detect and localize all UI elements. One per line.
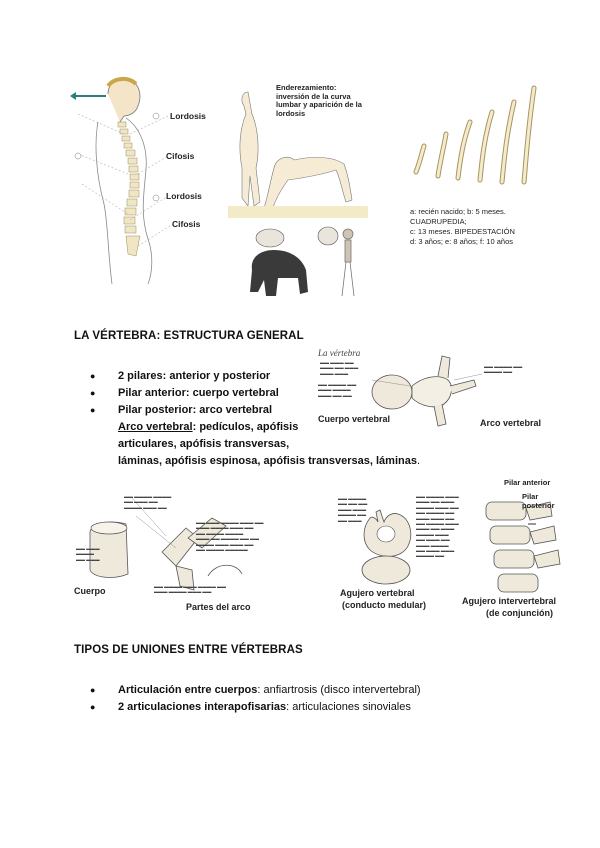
joint-term: Articulación entre cuerpos: [118, 684, 258, 696]
label-conjunction: (de conjunción): [486, 608, 553, 618]
section-title-vertebra-structure: LA VÉRTEBRA: ESTRUCTURA GENERAL: [74, 330, 304, 342]
list-item: ● Pilar posterior: arco vertebral: [90, 402, 320, 419]
label-vertebral-foramen: Agujero vertebral: [340, 588, 415, 598]
development-caption-line2: CUADRUPEDIA;: [410, 217, 467, 226]
joint-desc: : articulaciones sinoviales: [286, 701, 411, 713]
label-arch-parts: Partes del arco: [186, 602, 251, 612]
label-intervertebral-foramen: Agujero intervertebral: [462, 596, 557, 606]
section-title-joint-types: TIPOS DE UNIONES ENTRE VÉRTEBRAS: [74, 644, 303, 656]
figure-title: La vértebra: [318, 348, 361, 358]
figure-note-mid: ▬▬ ▬▬▬▬ ▬▬ ▬▬▬ ▬▬▬▬ ▬▬▬ ▬▬ ▬▬: [318, 382, 357, 398]
label-medullary-canal: (conducto medular): [342, 600, 427, 610]
label-body: Cuerpo: [74, 586, 106, 596]
arc-term: Arco vertebral: [118, 421, 193, 433]
straightening-caption: Enderezamiento: inversión de la curva lumbar y aparición de la lordosis: [276, 83, 362, 118]
figure-note-right: ▬▬ ▬▬▬▬ ▬▬ ▬▬▬▬ ▬▬: [484, 364, 523, 375]
vertebra-parts-figure: [76, 492, 316, 618]
parts-note-bottom: ▬▬ ▬▬▬▬ ▬▬▬ ▬▬▬▬ ▬▬ ▬▬▬ ▬▬▬▬ ▬▬▬ ▬▬: [154, 584, 226, 595]
spine-growth-illustration: [400, 82, 550, 202]
label-cifosis-sacra: Cifosis: [172, 219, 201, 229]
canal-note-mid: ▬▬ ▬▬▬▬ ▬▬▬ ▬▬▬ ▬▬ ▬▬▬ ▬▬▬▬ ▬▬▬ ▬▬ ▬▬ ▬▬▬▬ ▬▬ ▬▬▬ ▬▬▬ ▬▬ ▬▬ ▬▬▬▬ ▬▬▬ ▬▬▬ ▬▬ ▬▬▬ ▬▬▬▬ ▬▬▬ ▬▬ ▬▬▬ ▬▬ ▬▬▬ ▬▬▬▬ ▬▬ ▬▬▬ ▬▬▬ ▬▬▬▬ ▬▬: [416, 494, 459, 559]
list-item: ● Pilar anterior: cuerpo vertebral: [90, 385, 320, 402]
development-caption-line4: d: 3 años; e: 8 años; f: 10 años: [410, 237, 513, 246]
list-item: ● 2 pilares: anterior y posterior: [90, 368, 320, 385]
label-pilar-anterior: Pilar anterior: [504, 478, 551, 487]
arc-text-1: : pedículos, apófisis: [192, 421, 299, 433]
arc-line-3: [118, 453, 538, 470]
spine-curves-figure: [68, 74, 228, 284]
joint-types-list: [90, 682, 550, 716]
vertebra-overview-figure: [314, 346, 544, 436]
joint-desc: : anfiartrosis (disco intervertebral): [257, 684, 421, 696]
spine-development-figure: [400, 82, 550, 262]
figure-note-left: ▬▬ ▬▬▬ ▬▬ ▬▬▬ ▬▬ ▬▬▬ ▬▬▬ ▬▬▬: [320, 360, 359, 376]
list-item: [90, 699, 550, 716]
parts-note-top: ▬▬ ▬▬▬▬ ▬▬▬▬ ▬▬ ▬▬▬ ▬▬ ▬▬▬▬ ▬▬▬ ▬▬: [124, 494, 172, 510]
label-lordosis-cervical: Lordosis: [170, 111, 206, 121]
vertebral-foramen-figure: [336, 478, 572, 622]
joint-term: 2 articulaciones interapofisarias: [118, 701, 287, 713]
vertebra-pillars-list: [90, 368, 320, 419]
label-vertebral-arch: Arco vertebral: [480, 418, 542, 428]
bipedalism-figure: [228, 78, 368, 300]
label-pilar-posterior: Pilar posterior: [522, 492, 555, 510]
label-cifosis-dorsal: Cifosis: [166, 151, 195, 161]
arc-text-end: .: [416, 455, 421, 467]
canal-note-left: ▬▬ ▬▬▬▬ ▬▬ ▬▬ ▬▬ ▬▬▬ ▬▬▬ ▬▬▬▬ ▬▬ ▬▬ ▬▬▬: [338, 496, 368, 523]
development-caption-line3: c: 13 meses. BIPEDESTACIÓN: [410, 227, 515, 236]
label-vertebral-body: Cuerpo vertebral: [318, 414, 391, 424]
parts-note-right: ▬▬ ▬▬▬ ▬▬▬▬ ▬▬▬ ▬▬ ▬▬▬ ▬▬▬▬ ▬▬▬ ▬▬ ▬▬ ▬▬▬▬ ▬▬▬▬ ▬▬▬ ▬▬ ▬▬▬▬ ▬▬ ▬▬ ▬▬▬▬ ▬▬▬ ▬▬▬ ▬▬ ▬▬ ▬▬▬▬ ▬▬▬▬▬: [196, 520, 264, 552]
human-spine-illustration: [68, 74, 228, 284]
list-item: [90, 682, 550, 699]
arc-line-2: articulares, apófisis transversas,: [118, 438, 290, 450]
development-caption-line1: a: recién nacido; b: 5 meses.: [410, 207, 506, 216]
parts-note-left: ▬▬ ▬▬▬ ▬▬▬▬ ▬▬ ▬▬▬: [76, 546, 100, 562]
arc-text-3: láminas, apófisis espinosa, apófisis transversas, láminas: [118, 455, 417, 467]
vertebra-parts-illustration: [76, 492, 316, 618]
label-lordosis-lumbar: Lordosis: [166, 191, 202, 201]
